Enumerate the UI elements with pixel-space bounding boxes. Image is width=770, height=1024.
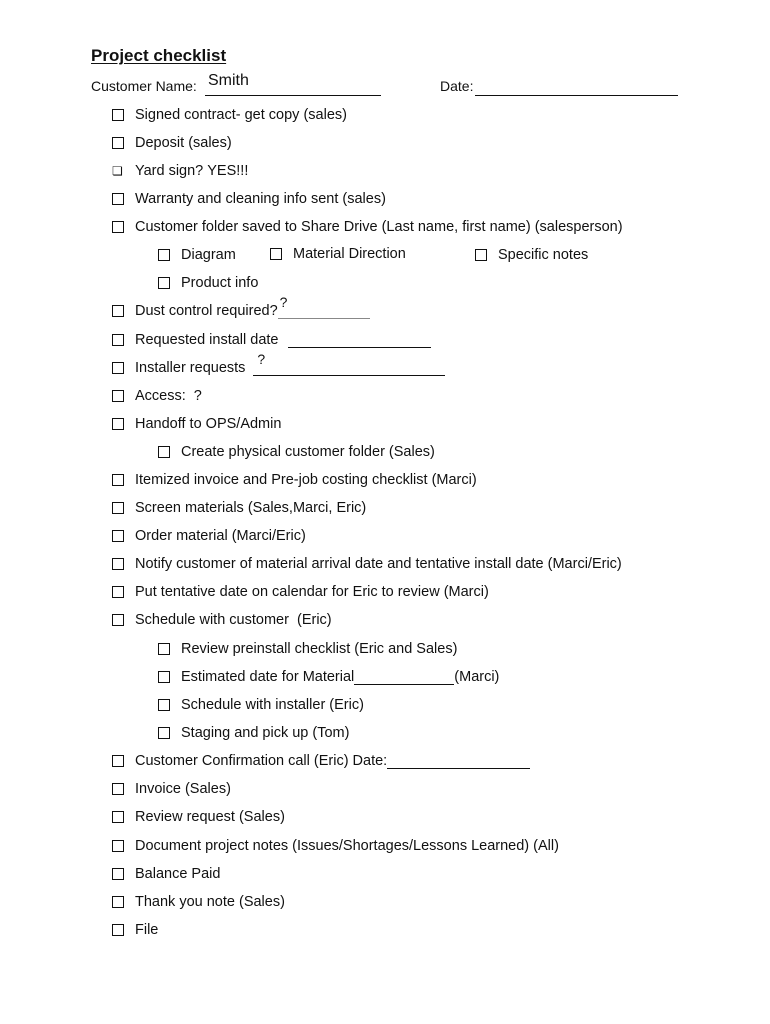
subitem-material-direction bbox=[270, 244, 406, 264]
item-order-material bbox=[112, 526, 306, 546]
customer-name-value: Smith bbox=[208, 72, 249, 89]
checkbox[interactable] bbox=[158, 643, 170, 655]
item-itemized-invoice bbox=[112, 470, 477, 490]
item-confirmation-call bbox=[112, 751, 530, 771]
checkbox[interactable] bbox=[112, 755, 124, 767]
page-title: Project checklist bbox=[91, 46, 227, 65]
item-label: Requested install date bbox=[135, 332, 279, 348]
checkbox[interactable] bbox=[112, 896, 124, 908]
checkbox[interactable] bbox=[112, 924, 124, 936]
item-customer-folder bbox=[112, 217, 623, 237]
checkbox[interactable] bbox=[158, 446, 170, 458]
item-access bbox=[112, 386, 202, 406]
installer-requests-answer: ? bbox=[257, 351, 266, 367]
checkbox[interactable] bbox=[158, 699, 170, 711]
item-install-date bbox=[112, 330, 431, 350]
item-label: Balance Paid bbox=[135, 866, 221, 882]
checkbox[interactable] bbox=[112, 221, 124, 233]
subitem-schedule-installer bbox=[158, 695, 364, 715]
item-label: Estimated date for Material bbox=[181, 669, 355, 685]
item-label: Product info bbox=[181, 275, 259, 291]
item-label: Specific notes bbox=[498, 247, 589, 263]
checkbox[interactable] bbox=[112, 614, 124, 626]
checkbox[interactable] bbox=[112, 558, 124, 570]
item-tentative-date bbox=[112, 582, 489, 602]
item-label: Notify customer of material arrival date and tentative install date (Marci/Eric) bbox=[135, 556, 622, 572]
dust-control-field[interactable] bbox=[278, 294, 370, 319]
checkbox-glyph[interactable]: ❏ bbox=[112, 164, 123, 178]
checkbox[interactable] bbox=[475, 249, 487, 261]
checkbox[interactable] bbox=[112, 840, 124, 852]
checkbox[interactable] bbox=[158, 727, 170, 739]
subitem-staging bbox=[158, 723, 349, 743]
item-signed-contract bbox=[112, 105, 347, 125]
checkbox[interactable] bbox=[112, 362, 124, 374]
date-label: Date: bbox=[440, 78, 474, 94]
checkbox[interactable] bbox=[158, 671, 170, 683]
item-label: Thank you note (Sales) bbox=[135, 894, 285, 910]
item-yard-sign bbox=[112, 161, 248, 181]
item-screen-materials bbox=[112, 498, 366, 518]
item-document-notes bbox=[112, 836, 559, 856]
item-label: Warranty and cleaning info sent (sales) bbox=[135, 191, 386, 207]
checkbox[interactable] bbox=[112, 502, 124, 514]
checkbox[interactable] bbox=[112, 137, 124, 149]
access-answer: ? bbox=[193, 388, 202, 404]
item-label: Yard sign? bbox=[135, 163, 204, 179]
checkbox[interactable] bbox=[112, 305, 124, 317]
item-label: Customer Confirmation call (Eric) Date: bbox=[135, 753, 388, 769]
item-review-request bbox=[112, 807, 285, 827]
item-invoice bbox=[112, 779, 231, 799]
installer-requests-field[interactable] bbox=[253, 351, 445, 376]
item-label: Review preinstall checklist (Eric and Sales) bbox=[181, 641, 458, 657]
item-thank-you bbox=[112, 892, 285, 912]
estimated-date-suffix: (Marci) bbox=[454, 669, 500, 685]
item-label: Document project notes (Issues/Shortages/Lessons Learned) (All) bbox=[135, 838, 559, 854]
checkbox[interactable] bbox=[112, 193, 124, 205]
item-label: Diagram bbox=[181, 247, 236, 263]
item-handoff bbox=[112, 414, 281, 434]
checkbox[interactable] bbox=[112, 109, 124, 121]
checkbox[interactable] bbox=[112, 418, 124, 430]
item-notify-customer bbox=[112, 554, 622, 574]
checkbox[interactable] bbox=[158, 277, 170, 289]
item-label: Screen materials (Sales,Marci, Eric) bbox=[135, 500, 367, 516]
item-label: Signed contract- get copy (sales) bbox=[135, 107, 347, 123]
estimated-date-field[interactable] bbox=[354, 669, 454, 685]
item-schedule-customer bbox=[112, 610, 332, 630]
item-label: Dust control required? bbox=[135, 303, 278, 319]
subitem-review-preinstall bbox=[158, 639, 457, 659]
item-label: Review request (Sales) bbox=[135, 809, 285, 825]
install-date-field[interactable] bbox=[288, 332, 431, 348]
item-label: Material Direction bbox=[293, 246, 406, 262]
checkbox[interactable] bbox=[112, 868, 124, 880]
item-deposit bbox=[112, 133, 232, 153]
item-label: File bbox=[135, 922, 159, 938]
item-label: Installer requests bbox=[135, 360, 246, 376]
item-label: Schedule with customer (Eric) bbox=[135, 612, 332, 628]
item-file bbox=[112, 920, 158, 940]
item-warranty bbox=[112, 189, 386, 209]
confirmation-date-field[interactable] bbox=[387, 753, 530, 769]
checkbox[interactable] bbox=[112, 334, 124, 346]
date-field[interactable] bbox=[475, 77, 678, 96]
item-label: Invoice (Sales) bbox=[135, 781, 231, 797]
yard-sign-answer: YES!!! bbox=[207, 163, 249, 179]
subitem-physical-folder bbox=[158, 442, 435, 462]
item-dust-control bbox=[112, 294, 370, 321]
item-label: Create physical customer folder (Sales) bbox=[181, 444, 435, 460]
item-label: Staging and pick up (Tom) bbox=[181, 725, 350, 741]
subitem-diagram bbox=[158, 245, 236, 265]
checkbox[interactable] bbox=[112, 474, 124, 486]
subitem-product-info bbox=[158, 273, 258, 293]
item-label: Itemized invoice and Pre-job costing checklist (Marci) bbox=[135, 472, 477, 488]
checkbox[interactable] bbox=[112, 390, 124, 402]
subitem-specific-notes bbox=[475, 245, 588, 265]
item-label: Handoff to OPS/Admin bbox=[135, 416, 282, 432]
checkbox[interactable] bbox=[270, 248, 282, 260]
checkbox[interactable] bbox=[158, 249, 170, 261]
item-installer-requests bbox=[112, 351, 445, 378]
item-label: Order material (Marci/Eric) bbox=[135, 528, 306, 544]
item-label: Schedule with installer (Eric) bbox=[181, 697, 364, 713]
checkbox[interactable] bbox=[112, 530, 124, 542]
item-label: Access: bbox=[135, 388, 186, 404]
item-label: Deposit (sales) bbox=[135, 135, 232, 151]
item-label: Customer folder saved to Share Drive (Last name, first name) (salesperson) bbox=[135, 219, 623, 235]
dust-control-answer: ? bbox=[279, 294, 288, 310]
item-label: Put tentative date on calendar for Eric to review (Marci) bbox=[135, 584, 489, 600]
customer-name-label: Customer Name: bbox=[91, 78, 197, 94]
checkbox[interactable] bbox=[112, 783, 124, 795]
checkbox[interactable] bbox=[112, 586, 124, 598]
checkbox[interactable] bbox=[112, 811, 124, 823]
subitem-estimated-date bbox=[158, 667, 499, 687]
item-balance-paid bbox=[112, 864, 220, 884]
